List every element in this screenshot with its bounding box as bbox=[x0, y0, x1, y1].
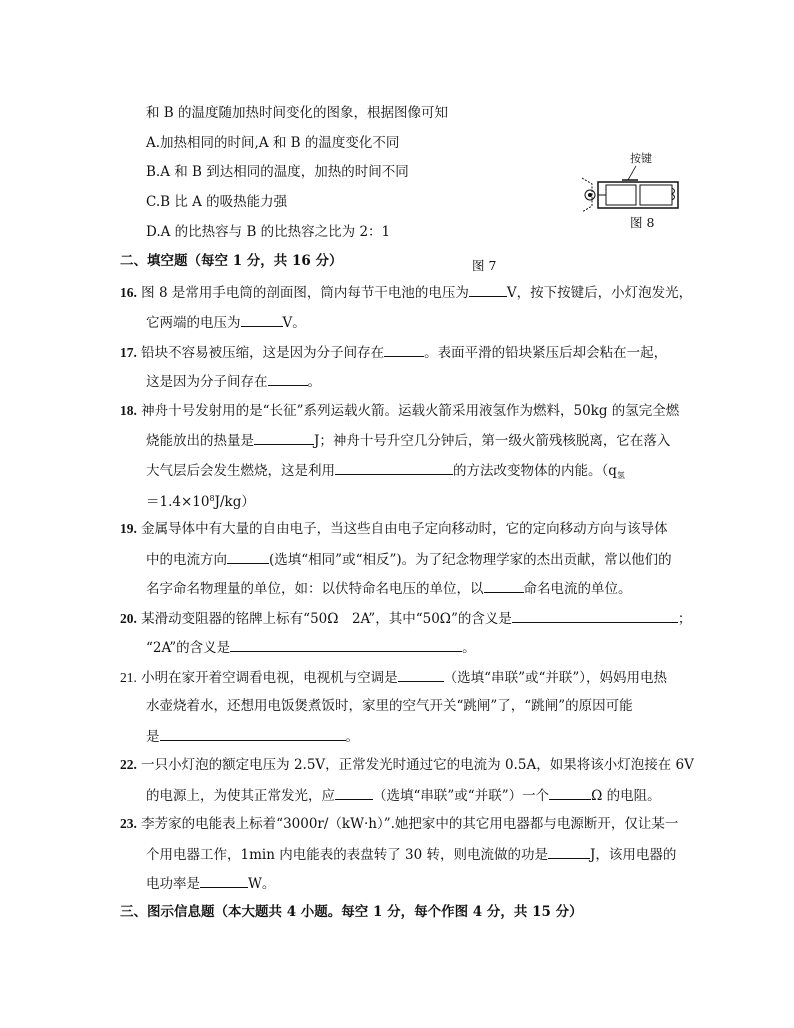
q18-text-3: J；神舟十号升空几分钟后，第一级火箭残核脱离，它在落入 bbox=[314, 433, 671, 449]
question-22 bbox=[120, 756, 694, 774]
q17-text: 铅块不容易被压缩，这是因为分子间存在 bbox=[141, 345, 385, 361]
q16-number: 16. bbox=[120, 285, 137, 300]
question-17 bbox=[120, 343, 667, 362]
question-21 bbox=[120, 668, 667, 687]
q17-blank-1 bbox=[384, 343, 424, 357]
q23-text-4: 电功率是 bbox=[146, 876, 200, 892]
q16-text-2: V，按下按键后，小灯泡发光， bbox=[506, 285, 693, 301]
q18-blank-2 bbox=[335, 461, 453, 475]
q20-blank-1 bbox=[512, 609, 678, 623]
q22-text-3: （选填“串联”或“并联”）一个 bbox=[373, 788, 550, 804]
question-23-line3 bbox=[146, 874, 275, 893]
q16-blank-1 bbox=[469, 283, 507, 297]
q22-blank-1 bbox=[335, 786, 373, 800]
q15-option-d: D.A 的比热容与 B 的比热容之比为 2：1 bbox=[146, 224, 391, 240]
question-19-line2 bbox=[146, 550, 672, 569]
q21-number: 21. bbox=[120, 670, 137, 685]
q19-text-2: 中的电流方向 bbox=[146, 552, 227, 568]
question-22-line2 bbox=[146, 786, 661, 805]
q18-subscript: 氢 bbox=[616, 471, 625, 480]
q16-text-3: 它两端的电压为 bbox=[146, 315, 241, 331]
q21-text: 小明在家开着空调看电视，电视机与空调是 bbox=[141, 670, 398, 686]
button-label: 按键 bbox=[630, 152, 652, 165]
question-18-line2 bbox=[146, 431, 670, 450]
q19-text: 金属导体中有大量的自由电子，当这些自由电子定向移动时，它的定向移动方向与该导体 bbox=[141, 521, 668, 537]
question-21-line3 bbox=[146, 727, 359, 746]
q22-text: 一只小灯泡的额定电压为 2.5V，正常发光时通过它的电流为 0.5A，如果将该小灯泡接在 6V bbox=[141, 757, 694, 773]
question-20-line2 bbox=[146, 638, 476, 657]
q17-text-3: 这是因为分子间存在 bbox=[146, 374, 268, 390]
q19-text-3: (选填“相同”或“相反”)。为了纪念物理学家的杰出贡献，常以他们的 bbox=[269, 552, 672, 568]
q15-option-c: C.B 比 A 的吸热能力强 bbox=[146, 194, 288, 210]
q18-superscript: 8 bbox=[209, 494, 215, 503]
figure-7-caption: 图 7 bbox=[472, 258, 497, 273]
q20-blank-2 bbox=[230, 638, 462, 652]
q15-option-a: A.加热相同的时间,A 和 B 的温度变化不同 bbox=[146, 135, 400, 151]
q15-option-b: B.A 和 B 到达相同的温度，加热的时间不同 bbox=[146, 164, 409, 180]
q18-text-2: 烧能放出的热量是 bbox=[146, 433, 254, 449]
q18-blank-1 bbox=[254, 431, 314, 445]
q23-text: 李芳家的电能表上标着“3000r/（kW·h）”.她把家中的其它用电器都与电源断开，仅让某一 bbox=[141, 816, 679, 832]
q23-blank-1 bbox=[548, 845, 590, 859]
q17-blank-2 bbox=[268, 372, 308, 386]
q23-number: 23. bbox=[120, 816, 137, 831]
q16-text: 图 8 是常用手电筒的剖面图，筒内每节干电池的电压为 bbox=[141, 285, 469, 301]
q20-text-3: “2A”的含义是 bbox=[146, 640, 231, 656]
q19-blank-1 bbox=[227, 550, 269, 564]
q23-text-3: J，该用电器的 bbox=[589, 847, 677, 863]
q21-blank-2 bbox=[160, 727, 346, 741]
question-19-line3 bbox=[146, 579, 632, 598]
question-17-line2 bbox=[146, 372, 321, 391]
q20-number: 20. bbox=[120, 611, 137, 626]
question-19 bbox=[120, 520, 668, 538]
q16-blank-2 bbox=[241, 313, 283, 327]
q19-blank-2 bbox=[484, 579, 524, 593]
question-18-line4 bbox=[146, 490, 255, 511]
q15-intro: 和 B 的温度随加热时间变化的图象，根据图像可知 bbox=[146, 105, 449, 121]
section-3-title: 三、图示信息题（本大题共 4 小题。每空 1 分，每个作图 4 分，共 15 分） bbox=[120, 904, 583, 920]
question-23-line2 bbox=[146, 845, 676, 864]
question-16-line2 bbox=[146, 313, 306, 332]
q20-text: 某滑动变阻器的铭牌上标有“50Ω 2A”，其中“50Ω”的含义是 bbox=[141, 611, 512, 627]
q17-text-2: 。表面平滑的铅块紧压后却会粘在一起， bbox=[424, 345, 668, 361]
q18-number: 18. bbox=[120, 403, 137, 418]
q21-text-4: 。 bbox=[345, 729, 359, 745]
question-18 bbox=[120, 402, 679, 420]
figure-8-flashlight bbox=[578, 150, 684, 230]
q18-text-5: 的方法改变物体的内能。（q bbox=[453, 463, 617, 479]
q21-text-2: （选填“串联”或“并联”），妈妈用电热 bbox=[443, 670, 668, 686]
q20-text-2: ； bbox=[677, 611, 692, 627]
q21-text-3: 是 bbox=[146, 729, 160, 745]
q21-blank-1 bbox=[398, 668, 444, 682]
question-16 bbox=[120, 283, 692, 302]
q18-text: 神舟十号发射用的是“长征”系列运载火箭。运载火箭采用液氢作为燃料，50kg 的氢完全燃 bbox=[141, 403, 680, 419]
q18-text-6: ＝1.4×10 bbox=[146, 494, 210, 510]
q20-text-4: 。 bbox=[462, 640, 476, 656]
q22-number: 22. bbox=[120, 757, 137, 772]
q22-blank-2 bbox=[549, 786, 591, 800]
question-23 bbox=[120, 815, 678, 833]
q17-text-4: 。 bbox=[307, 374, 321, 390]
q19-text-4: 名字命名物理量的单位，如：以伏特命名电压的单位，以 bbox=[146, 581, 484, 597]
section-2-title: 二、填空题（每空 1 分，共 16 分） bbox=[120, 253, 343, 269]
q18-text-4: 大气层后会发生燃烧，这是利用 bbox=[146, 463, 335, 479]
question-20 bbox=[120, 609, 691, 628]
q19-number: 19. bbox=[120, 521, 137, 536]
q16-text-4: V。 bbox=[282, 315, 306, 331]
q17-number: 17. bbox=[120, 345, 137, 360]
question-21-line2: 水壶烧着水，还想用电饭煲煮饭时，家里的空气开关“跳闸”了，“跳闸”的原因可能 bbox=[146, 698, 633, 714]
q18-text-7: J/kg） bbox=[214, 494, 255, 510]
q23-text-2: 个用电器工作，1min 内电能表的表盘转了 30 转，则电流做的功是 bbox=[146, 847, 548, 863]
question-18-line3 bbox=[146, 461, 625, 485]
q22-text-4: Ω 的电阻。 bbox=[591, 788, 661, 804]
q23-text-5: W。 bbox=[248, 876, 276, 892]
figure-8-caption: 图 8 bbox=[630, 215, 655, 230]
q22-text-2: 的电源上，为使其正常发光，应 bbox=[146, 788, 335, 804]
q23-blank-2 bbox=[200, 874, 248, 888]
q19-text-5: 命名电流的单位。 bbox=[523, 581, 632, 597]
